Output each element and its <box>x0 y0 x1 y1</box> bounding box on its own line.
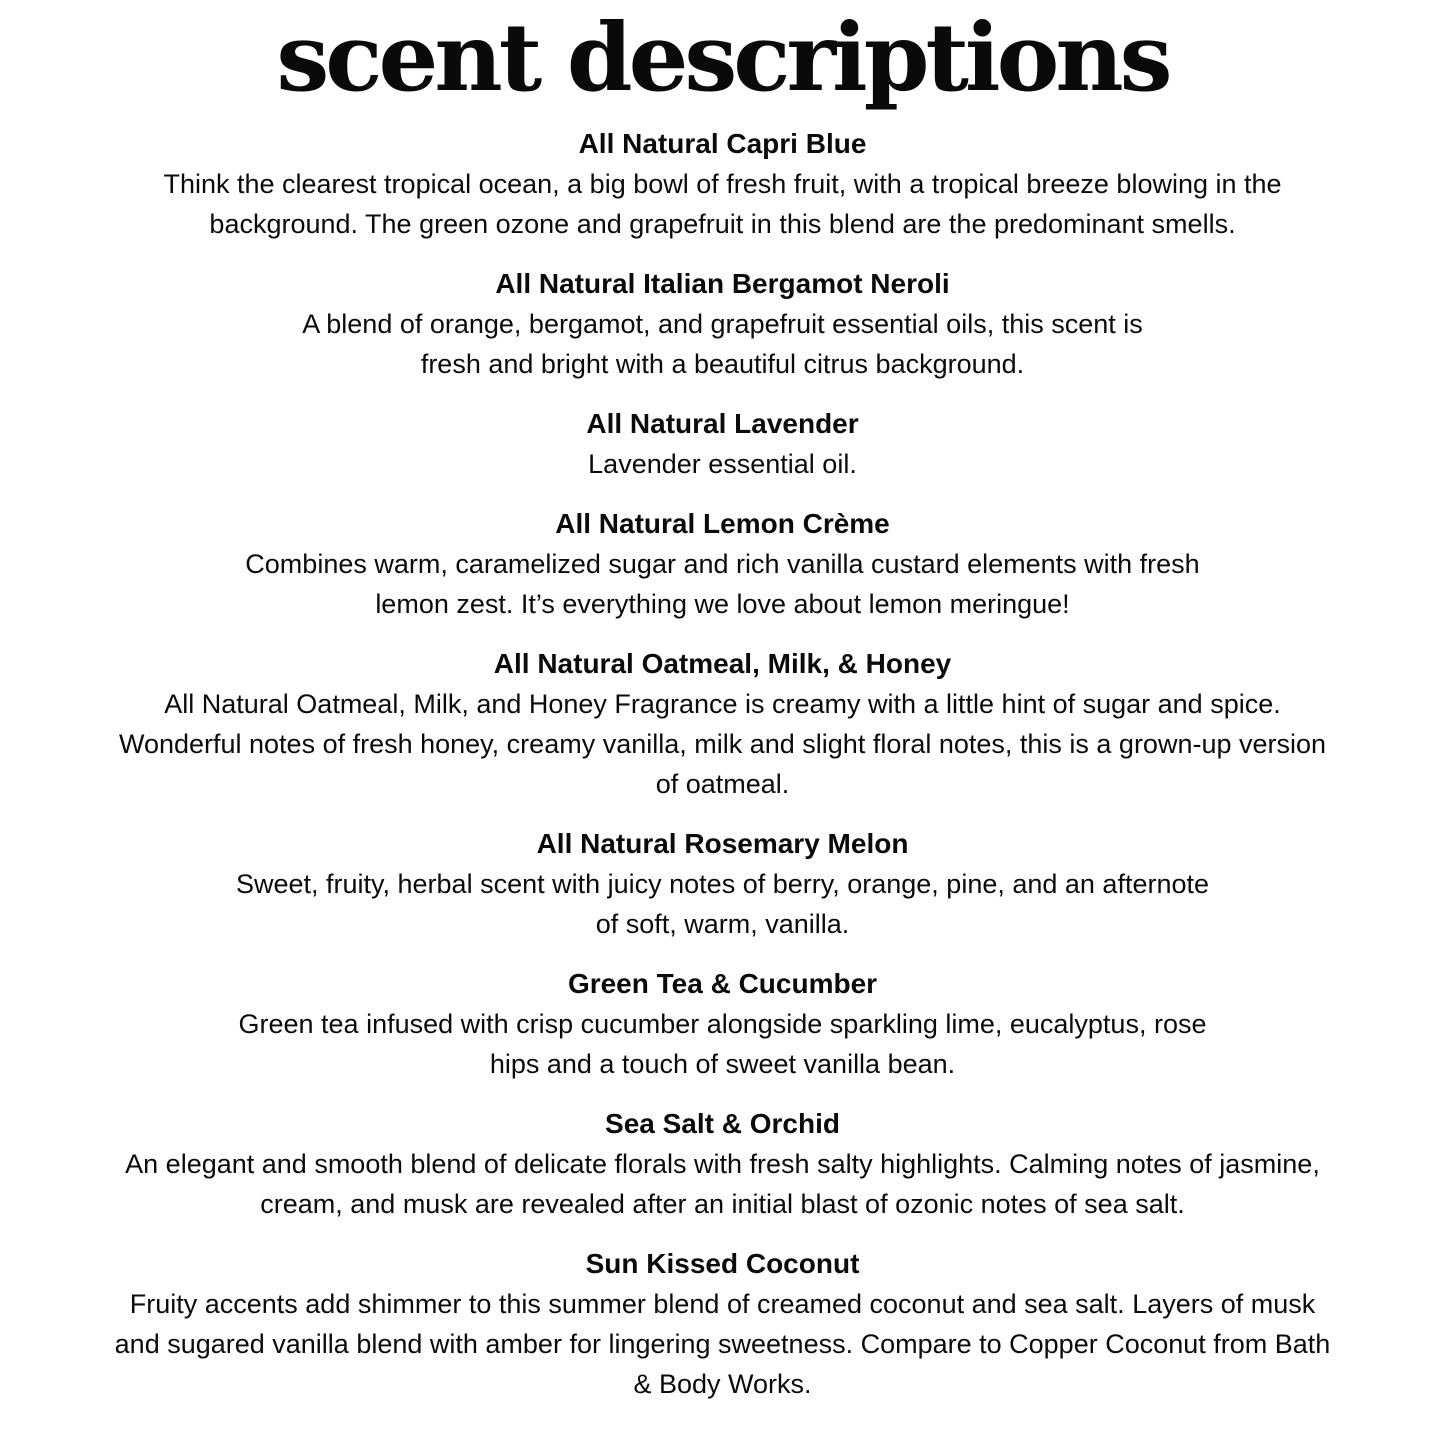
scent-description-line: An elegant and smooth blend of delicate florals with fresh salty highlights. Calming notes of jasmine, <box>125 1149 1320 1179</box>
scent-name: All Natural Oatmeal, Milk, & Honey <box>493 648 952 679</box>
scent-list <box>30 124 1415 1424</box>
scent-description-line: Wonderful notes of fresh honey, creamy vanilla, milk and slight floral notes, this is a grown-up version <box>118 729 1327 759</box>
scent-description-line: & Body Works. <box>633 1369 812 1399</box>
scent-description <box>30 304 1415 384</box>
scent-entry <box>30 124 1415 244</box>
scent-entry <box>30 824 1415 944</box>
scent-name: All Natural Capri Blue <box>578 128 867 159</box>
scent-description-line: and sugared vanilla blend with amber for lingering sweetness. Compare to Copper Coconut from Bath <box>114 1329 1331 1359</box>
scent-name: Sea Salt & Orchid <box>605 1108 840 1139</box>
scent-description-line: Think the clearest tropical ocean, a big bowl of fresh fruit, with a tropical breeze blowing in the <box>163 169 1282 199</box>
scent-description-line: fresh and bright with a beautiful citrus background. <box>420 349 1025 379</box>
scent-description <box>30 544 1415 624</box>
scent-description-line: Green tea infused with crisp cucumber alongside sparkling lime, eucalyptus, rose <box>238 1009 1207 1039</box>
scent-description <box>30 1144 1415 1224</box>
scent-description <box>30 864 1415 944</box>
scent-name: All Natural Lemon Crème <box>555 508 890 539</box>
scent-entry <box>30 644 1415 804</box>
scent-name: Sun Kissed Coconut <box>585 1248 860 1279</box>
scent-description-line: cream, and musk are revealed after an initial blast of ozonic notes of sea salt. <box>260 1189 1185 1219</box>
scent-description-line: Sweet, fruity, herbal scent with juicy notes of berry, orange, pine, and an afternote <box>235 869 1210 899</box>
scent-description-line: Fruity accents add shimmer to this summer blend of creamed coconut and sea salt. Layers of musk <box>129 1289 1316 1319</box>
scent-description-line: hips and a touch of sweet vanilla bean. <box>489 1049 956 1079</box>
scent-description <box>30 1004 1415 1084</box>
scent-description-line: A blend of orange, bergamot, and grapefruit essential oils, this scent is <box>302 309 1143 339</box>
scent-name: Green Tea & Cucumber <box>567 968 878 999</box>
scent-name: All Natural Rosemary Melon <box>536 828 909 859</box>
scent-name: All Natural Lavender <box>586 408 859 439</box>
scent-description <box>30 1284 1415 1404</box>
scent-entry <box>30 404 1415 484</box>
scent-description-line: lemon zest. It’s everything we love about lemon meringue! <box>375 589 1070 619</box>
scent-description <box>30 164 1415 244</box>
scent-entry <box>30 504 1415 624</box>
scent-description <box>30 444 1415 484</box>
scent-entry <box>30 264 1415 384</box>
scent-description-line: Lavender essential oil. <box>588 449 857 479</box>
scent-description-line: of soft, warm, vanilla. <box>595 909 850 939</box>
scent-entry <box>30 1244 1415 1404</box>
scent-description-line: of oatmeal. <box>655 769 790 799</box>
scent-description-line: background. The green ozone and grapefruit in this blend are the predominant smells. <box>209 209 1236 239</box>
scent-entry <box>30 1104 1415 1224</box>
page-title: scent descriptions <box>276 3 1169 113</box>
scent-entry <box>30 964 1415 1084</box>
scent-name: All Natural Italian Bergamot Neroli <box>495 268 950 299</box>
scent-description-line: All Natural Oatmeal, Milk, and Honey Fragrance is creamy with a little hint of sugar and spice. <box>164 689 1281 719</box>
scent-description-line: Combines warm, caramelized sugar and rich vanilla custard elements with fresh <box>245 549 1200 579</box>
scent-description <box>30 684 1415 804</box>
